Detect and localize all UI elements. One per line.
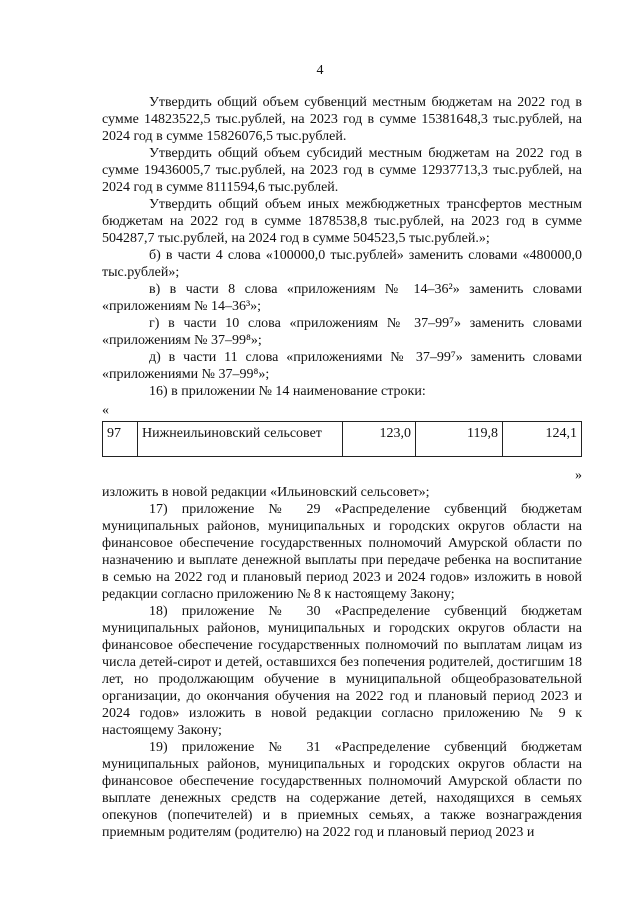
table-row bbox=[103, 422, 582, 457]
page-number: 4 bbox=[316, 63, 324, 78]
row-name: Нижнеильиновский сельсовет bbox=[138, 422, 343, 457]
paragraph-item-v: в) в части 8 слова «приложениям № 14–36²» заменить словами «приложениям № 14–36³»; bbox=[102, 282, 582, 314]
paragraph-item-17: 17) приложение № 29 «Распределение субвенций бюджетам муниципальных районов, муниципальных и городских округов области на финансовое обеспечение государственных полномочий Амурской области по назначению и выплате денежной выплаты при передаче ребенка на воспитание в семью на 2022 год и плановый период 2023 и 2024 годов» изложить в новой редакции согласно приложению № 8 к настоящему Закону; bbox=[102, 502, 582, 602]
paragraph-item-19: 19) приложение № 31 «Распределение субвенций бюджетам муниципальных районов, муниципальных и городских округов области на финансовое обеспечение государственных полномочий Амурской области по выплате денежных средств на содержание детей, находящихся в семьях опекунов (попечителей) и в приемных семьях, а также вознаграждения приемным родителям (родителю) на 2022 год и плановый период 2023 и bbox=[102, 740, 582, 840]
paragraph-item-18: 18) приложение № 30 «Распределение субвенций бюджетам муниципальных районов, муниципальных и городских округов области на финансовое обеспечение государственных полномочий по выплатам лицам из числа детей-сирот и детей, оставшихся без попечения родителей, достигшим 18 лет, но продолжающим обучение в муниципальной общеобразовательной организации, до окончания обучения на 2022 год и плановый период 2023 и 2024 годов» изложить в новой редакции согласно приложению № 9 к настоящему Закону; bbox=[102, 604, 582, 738]
paragraph-transfers: Утвердить общий объем иных межбюджетных трансфертов местным бюджетам на 2022 год в сумме 1878538,8 тыс.рублей, на 2023 год в сумме 504287,7 тыс.рублей, на 2024 год в сумме 504523,5 тыс.рублей.»; bbox=[102, 197, 582, 246]
paragraph-item-b: б) в части 4 слова «100000,0 тыс.рублей» заменить словами «480000,0 тыс.рублей»; bbox=[102, 248, 582, 280]
row-value-2024: 124,1 bbox=[503, 422, 582, 457]
row-value-2023: 119,8 bbox=[416, 422, 503, 457]
document-body bbox=[102, 94, 582, 841]
paragraph-item-16: 16) в приложении № 14 наименование строки: bbox=[149, 384, 426, 399]
paragraph-subventions: Утвердить общий объем субвенций местным бюджетам на 2022 год в сумме 14823522,5 тыс.рублей, на 2023 год в сумме 15381648,3 тыс.рублей, на 2024 год в сумме 15826076,5 тыс.рублей. bbox=[102, 95, 582, 144]
amendment-table bbox=[102, 421, 582, 457]
row-number: 97 bbox=[103, 422, 138, 457]
paragraph-item-d: д) в части 11 слова «приложениями № 37–99⁷» заменить словами «приложениями № 37–99⁸»; bbox=[102, 350, 582, 382]
paragraph-item-g: г) в части 10 слова «приложениям № 37–99⁷» заменить словами «приложениям № 37–99⁸»; bbox=[102, 316, 582, 348]
paragraph-new-name: изложить в новой редакции «Ильиновский сельсовет»; bbox=[102, 485, 430, 500]
paragraph-subsidies: Утвердить общий объем субсидий местным бюджетам на 2022 год в сумме 19436005,7 тыс.рублей, на 2023 год в сумме 12937713,3 тыс.рублей, на 2024 год в сумме 8111594,6 тыс.рублей. bbox=[102, 146, 582, 195]
open-quote: « bbox=[102, 403, 109, 418]
row-value-2022: 123,0 bbox=[343, 422, 416, 457]
close-quote: » bbox=[575, 468, 582, 483]
